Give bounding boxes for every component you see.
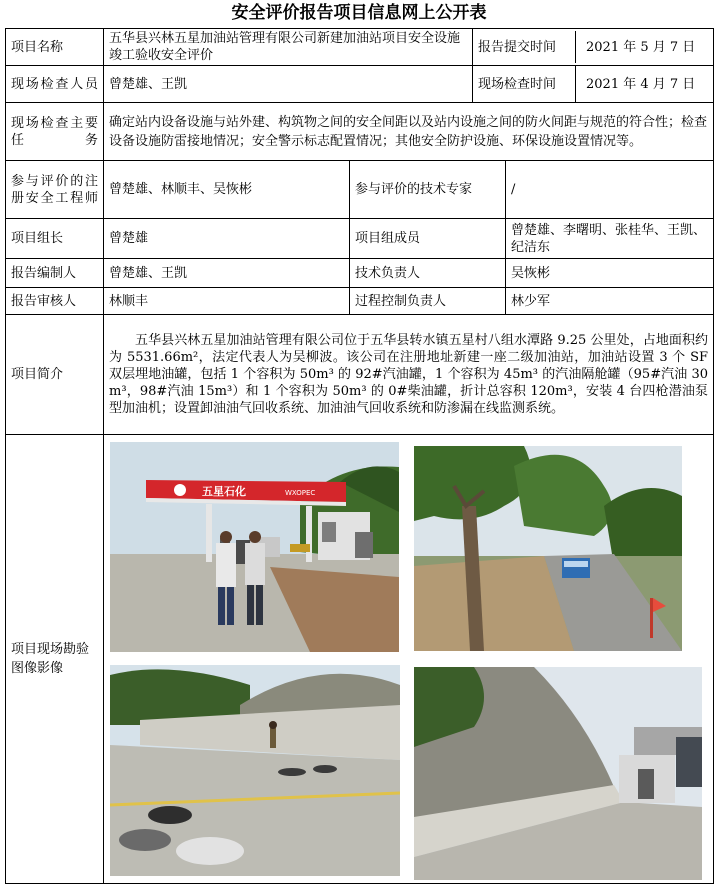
photo-tank-area [110,665,400,876]
row-reviewer [6,288,714,315]
canopy-scene [110,442,399,652]
label-submit-time: 报告提交时间 [473,31,576,63]
retaining-wall-scene [414,667,702,880]
tank-area-scene [110,665,400,876]
label-project-name: 项目名称 [6,29,104,66]
submit-time-pair [473,31,713,63]
inspect-time-pair [473,66,713,102]
info-table [5,28,714,884]
row-registered-engineers [6,161,714,219]
label-editors: 报告编制人 [6,259,104,288]
canopy-sign-text: 五星石化 [202,485,246,498]
value-project-name: 五华县兴林五星加油站管理有限公司新建加油站项目安全设施竣工验收安全评价 [104,29,473,66]
label-leader: 项目组长 [6,219,104,259]
value-tech-experts: / [506,161,714,219]
value-members: 曾楚雄、李曙明、张桂华、王凯、纪洁东 [506,219,714,259]
value-tech-lead: 吴恢彬 [506,259,714,288]
label-registered-engineers: 参与评价的注册安全工程师 [6,161,104,219]
label-intro: 项目简介 [6,315,104,435]
value-inspect-time: 2021 年 4 月 7 日 [586,76,696,92]
label-reviewer: 报告审核人 [6,288,104,315]
value-inspectors: 曾楚雄、王凯 [104,66,473,103]
canopy-brand-text: WXOPEC [285,489,316,497]
value-leader: 曾楚雄 [104,219,350,259]
page-title: 安全评价报告项目信息网上公开表 [231,3,487,23]
photo-roadside [414,446,682,651]
label-members: 项目组成员 [350,219,506,259]
label-tech-lead: 技术负责人 [350,259,506,288]
label-process-control: 过程控制负责人 [350,288,506,315]
value-submit-time: 2021 年 5 月 7 日 [586,39,696,55]
label-tasks: 现场检查主要任务 [6,103,104,161]
roadside-scene [414,446,682,651]
row-leader [6,219,714,259]
label-inspectors: 现场检查人员 [6,66,104,103]
row-editors [6,259,714,288]
row-project-name [6,29,714,66]
row-tasks [6,103,714,161]
photo-retaining-wall [414,667,702,880]
row-inspectors [6,66,714,103]
photo-station-canopy [110,442,399,652]
value-intro: 五华县兴林五星加油站管理有限公司位于五华县转水镇五星村八组水潭路 9.25 公里处，占地面积约为 5531.66m²，法定代表人为吴柳波。该公司在注册地址新建一座二级加油站，加油站设置 3 个 SF 双层埋地油罐，包括 1 个容积为 50m³ 的 92#汽油罐，1 个容积为 45m³ 的汽油隔舱罐（95#汽油 30m³，98#汽油 15m³）和 1 个容积为 50m³ 的 0#柴油罐，折计总容积 120m³，安装 4 台四枪潜油泵型加油机；设置卸油油气回收系统、加油油气回收系统和防渗漏在线监测系统。 [104,315,714,435]
label-tech-experts: 参与评价的技术专家 [350,161,506,219]
row-photos [6,435,714,884]
value-registered-engineers: 曾楚雄、林顺丰、吴恢彬 [104,161,350,219]
value-tasks: 确定站内设备设施与站外建、构筑物之间的安全间距以及站内设施之间的防火间距与规范的符合性；检查设备设施防雷接地情况；安全警示标志配置情况；其他安全防护设施、环保设施设置情况等。 [104,103,714,161]
label-inspect-time: 现场检查时间 [473,66,576,102]
photo-grid [104,435,714,884]
value-editors: 曾楚雄、王凯 [104,259,350,288]
value-reviewer: 林顺丰 [104,288,350,315]
label-photos: 项目现场勘验图像影像 [6,435,104,884]
value-process-control: 林少军 [506,288,714,315]
row-intro [6,315,714,435]
